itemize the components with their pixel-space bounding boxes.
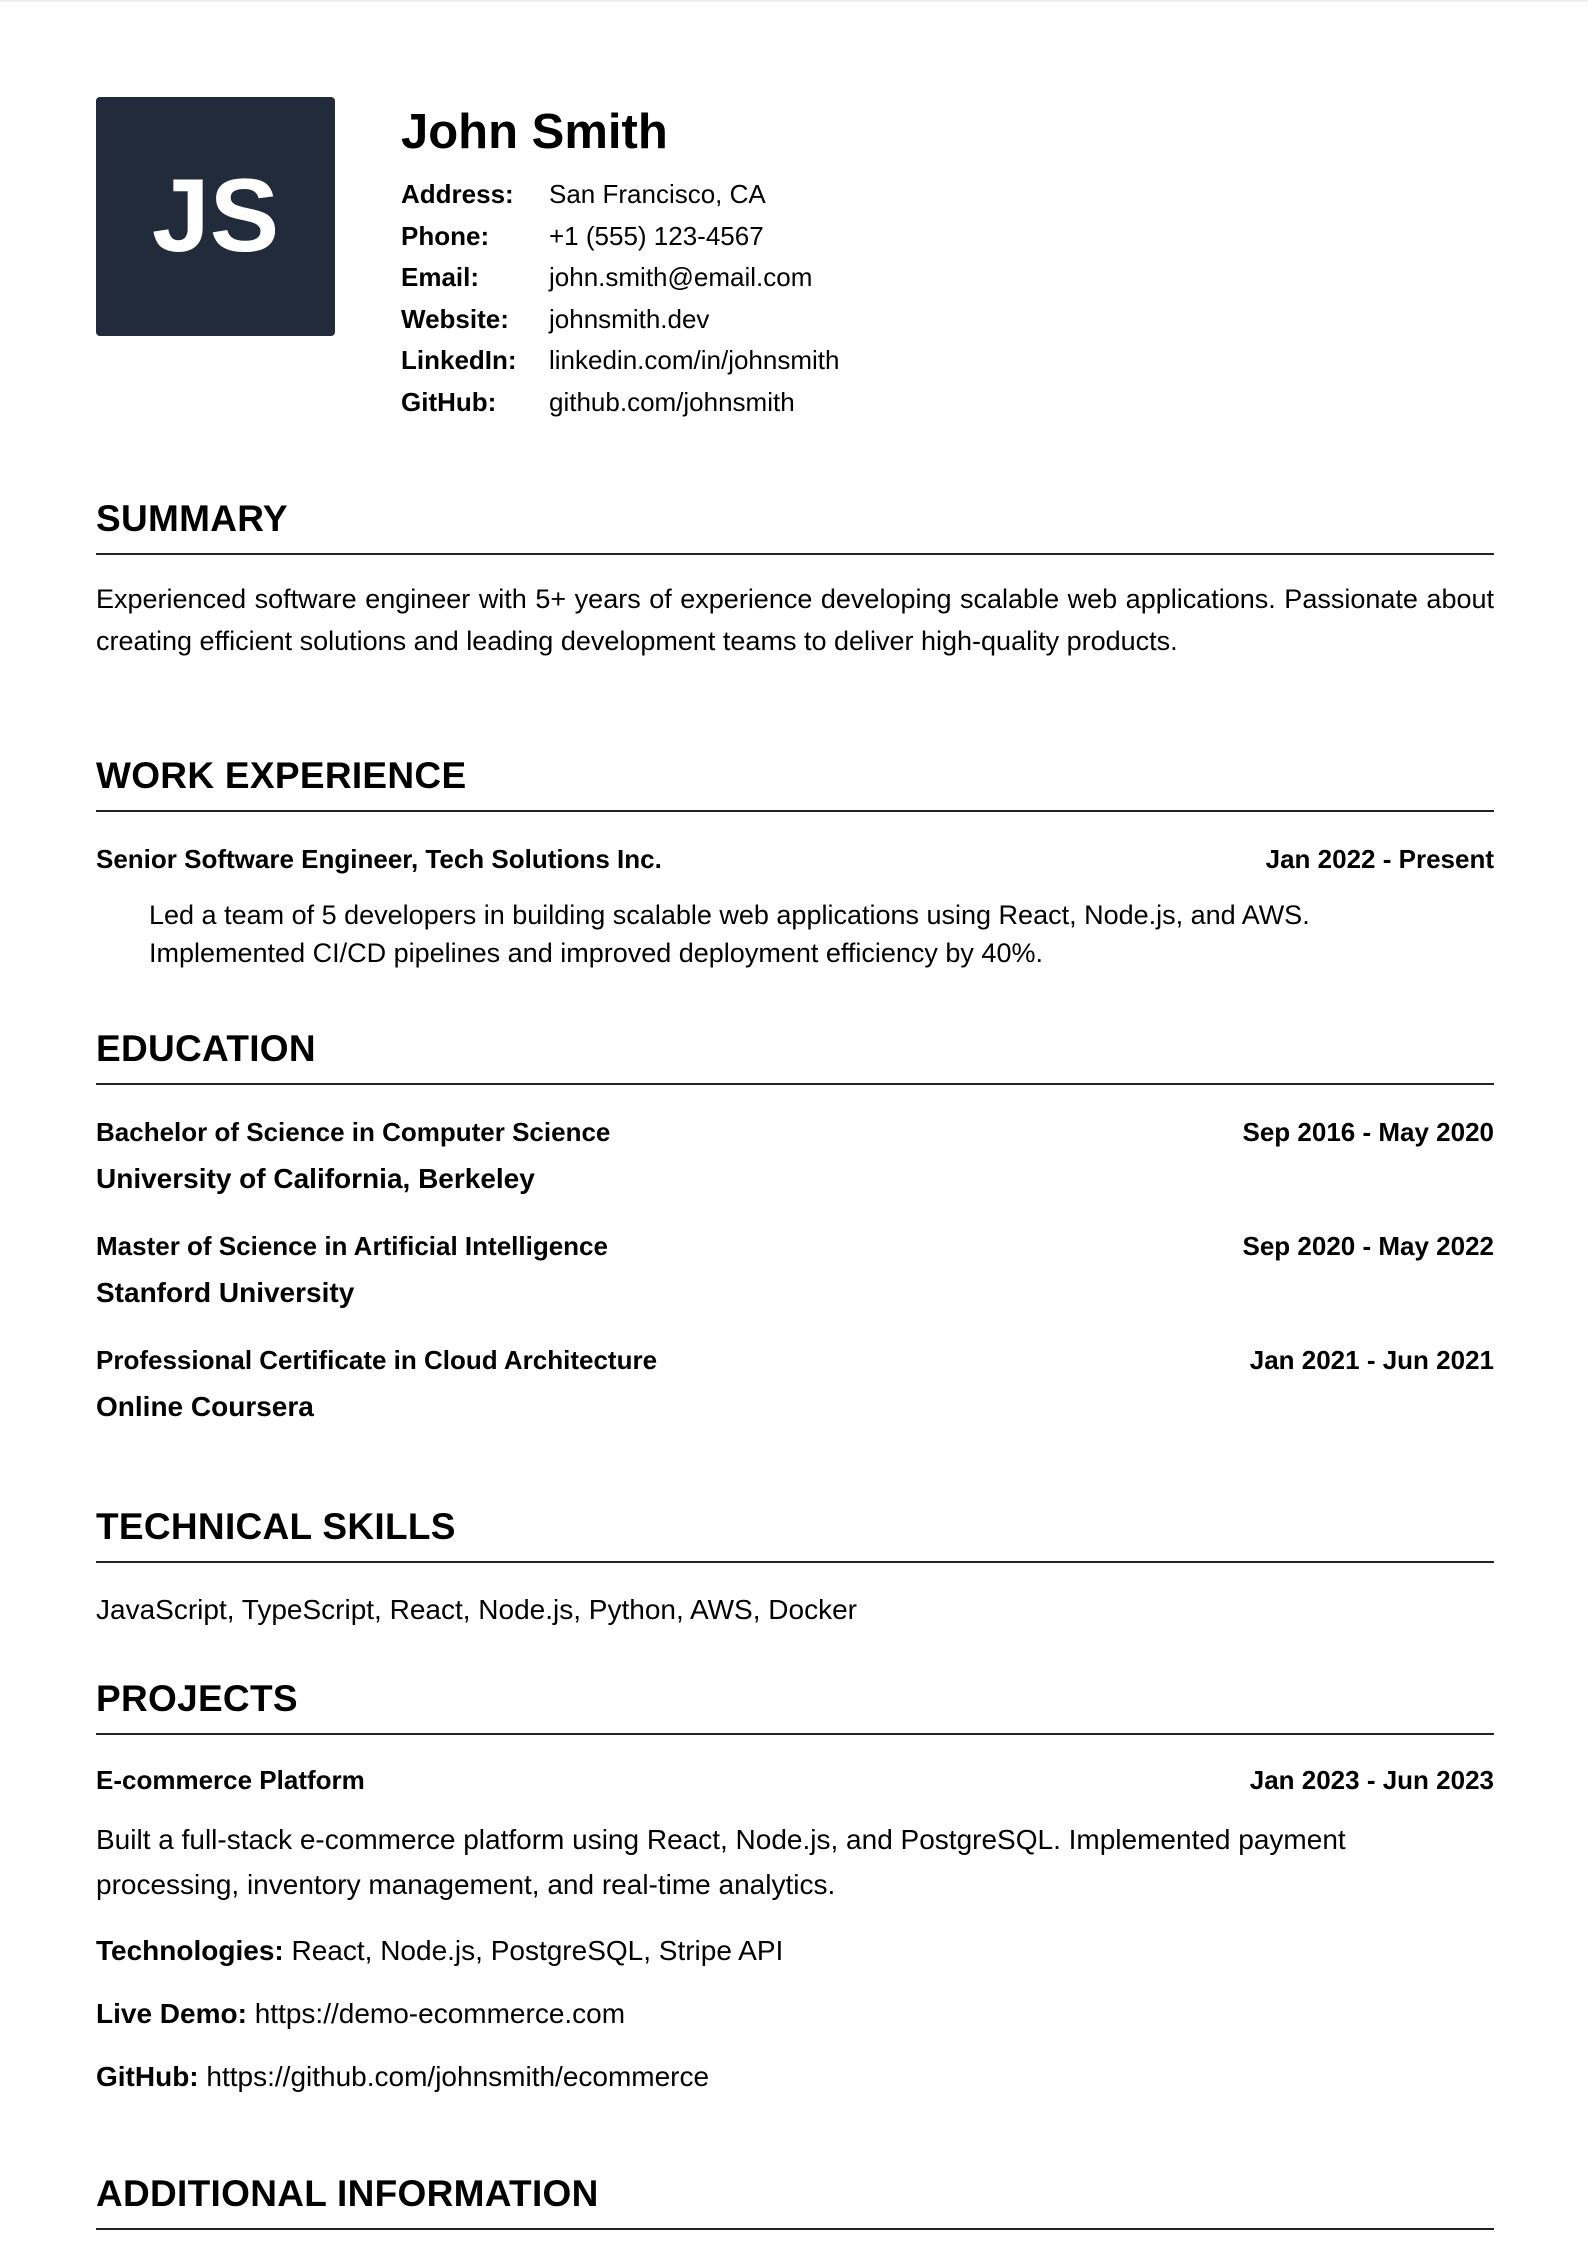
- section-title: ADDITIONAL INFORMATION: [96, 2170, 1494, 2230]
- education-degree: Master of Science in Artificial Intelligence: [96, 1231, 608, 1261]
- project-technologies: [96, 1932, 1494, 1970]
- education-dates: Jan 2021 - Jun 2021: [1249, 1345, 1494, 1375]
- education-entry: [96, 1343, 1494, 1425]
- contact-value: john.smith@email.com: [549, 262, 813, 292]
- contact-label: Email:: [401, 262, 480, 292]
- project-entry-header: [96, 1763, 1494, 1797]
- project-github-link[interactable]: https://github.com/johnsmith/ecommerce: [206, 2061, 710, 2092]
- contact-email: [401, 257, 1301, 299]
- project-description: Built a full-stack e-commerce platform using React, Node.js, and PostgreSQL. Implemented payment processing, inventory management, and real-time analytics.: [96, 1824, 1346, 1900]
- project-live-demo-label: Live Demo:: [96, 1998, 247, 2029]
- additional-section: [96, 2170, 1494, 2230]
- work-dates: Jan 2022 - Present: [1265, 844, 1494, 874]
- section-title: WORK EXPERIENCE: [96, 752, 1494, 812]
- education-dates: Sep 2020 - May 2022: [1242, 1231, 1494, 1261]
- education-school: Stanford University: [96, 1277, 355, 1308]
- education-entry-header: [96, 1343, 1494, 1377]
- section-title: PROJECTS: [96, 1675, 1494, 1735]
- project-dates: Jan 2023 - Jun 2023: [1249, 1765, 1494, 1795]
- contact-value: San Francisco, CA: [549, 179, 766, 209]
- section-title: TECHNICAL SKILLS: [96, 1503, 1494, 1563]
- summary-text: Experienced software engineer with 5+ years of experience developing scalable web applications. Passionate about creating efficient solutions and leading development teams to deliver high-quality products.: [96, 584, 1494, 656]
- education-degree: Bachelor of Science in Computer Science: [96, 1117, 611, 1147]
- header-info: [401, 100, 1301, 423]
- work-entry: [96, 842, 1494, 972]
- section-title: SUMMARY: [96, 495, 1494, 555]
- project-github-label: GitHub:: [96, 2061, 199, 2092]
- contact-label: Address:: [401, 179, 514, 209]
- contact-value: johnsmith.dev: [549, 303, 710, 334]
- projects-section: [96, 1675, 1494, 2096]
- work-description-line: Led a team of 5 developers in building scalable web applications using React, Node.js, and AWS.: [149, 900, 1310, 930]
- skills-section: [96, 1503, 1494, 1629]
- education-school: University of California, Berkeley: [96, 1163, 535, 1194]
- education-degree: Professional Certificate in Cloud Architecture: [96, 1345, 658, 1375]
- project-name: E-commerce Platform: [96, 1765, 365, 1795]
- work-entry-header: [96, 842, 1494, 876]
- contact-value: linkedin.com/in/johnsmith: [549, 345, 840, 375]
- education-entry-header: [96, 1115, 1494, 1149]
- project-github: [96, 2058, 1494, 2096]
- contact-address: [401, 174, 1301, 216]
- avatar-initials: JS: [151, 158, 280, 274]
- contact-label: LinkedIn:: [401, 345, 517, 375]
- education-entry: [96, 1115, 1494, 1197]
- project-live-demo-link[interactable]: https://demo-ecommerce.com: [254, 1998, 626, 2029]
- candidate-name: John Smith: [401, 105, 668, 159]
- avatar: [96, 97, 335, 336]
- section-title: EDUCATION: [96, 1025, 1494, 1085]
- contact-value: +1 (555) 123-4567: [549, 220, 764, 251]
- education-entry: [96, 1229, 1494, 1311]
- education-school: Online Coursera: [96, 1391, 314, 1422]
- education-dates: Sep 2016 - May 2020: [1242, 1117, 1494, 1147]
- skills-text: JavaScript, TypeScript, React, Node.js, Python, AWS, Docker: [96, 1594, 857, 1625]
- contact-github: [401, 382, 1301, 424]
- work-role: Senior Software Engineer, Tech Solutions Inc.: [96, 844, 662, 874]
- project-entry: [96, 1763, 1494, 2096]
- summary-section: [96, 495, 1494, 662]
- contact-label: Phone:: [401, 220, 490, 251]
- contact-website: [401, 299, 1301, 341]
- project-technologies-label: Technologies:: [96, 1935, 284, 1966]
- top-border: [0, 0, 1588, 2]
- contact-value: github.com/johnsmith: [549, 386, 795, 417]
- contact-label: GitHub:: [401, 386, 497, 417]
- contact-linkedin: [401, 340, 1301, 382]
- contact-label: Website:: [401, 303, 509, 334]
- project-live-demo: [96, 1995, 1494, 2033]
- work-description-line: Implemented CI/CD pipelines and improved deployment efficiency by 40%.: [149, 938, 1043, 968]
- project-technologies-value: React, Node.js, PostgreSQL, Stripe API: [291, 1935, 784, 1966]
- education-section: [96, 1025, 1494, 1425]
- education-entry-header: [96, 1229, 1494, 1263]
- work-description: [96, 896, 1494, 972]
- work-section: [96, 752, 1494, 972]
- contact-phone: [401, 216, 1301, 258]
